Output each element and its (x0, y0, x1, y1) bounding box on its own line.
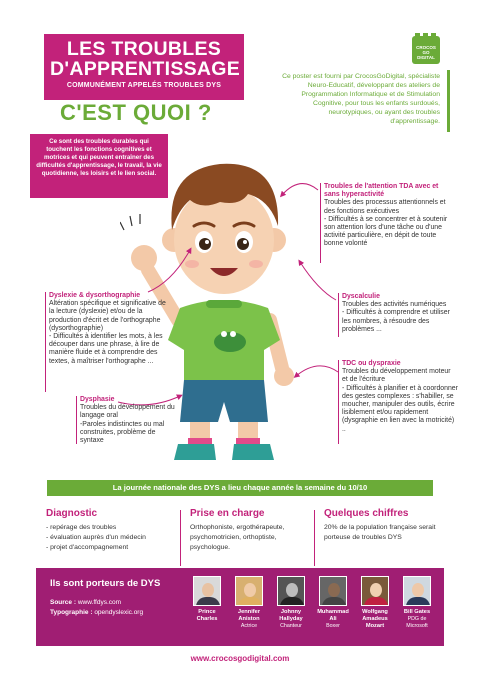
column-diagnostic (46, 508, 176, 553)
annotation-dyslexie (49, 292, 169, 366)
dyscalculie-line (338, 293, 339, 337)
annotation-dyslexie-head: Dyslexie & dysorthographie (49, 292, 141, 299)
annotation-dyscalculie-body: Troubles des activités numériques - Difficultés à comprendre et utiliser les nombres, à résoudre des problèmes ... (342, 301, 450, 333)
person-name: Bill Gates (403, 609, 431, 615)
person-prince-charles (188, 576, 226, 623)
dys-day-banner-text: La journée nationale des DYS a lieu chaque année la semaine du 10/10 (47, 480, 433, 496)
column-diagnostic-text: - repérage des troubles - évaluation auprès d'un médecin - projet d'accompagnement (46, 524, 146, 551)
column-chiffres (324, 508, 440, 543)
portrait-photo (403, 576, 431, 606)
logo-line-2: GO (422, 50, 430, 55)
portrait-photo (361, 576, 389, 606)
famous-people-band (36, 568, 444, 646)
tdah-line (320, 183, 321, 263)
dys-day-banner (0, 480, 480, 496)
column-prise-en-charge-text: Orthophoniste, ergothérapeute, psychomotricien, orthoptiste, psychologue. (190, 524, 285, 551)
annotation-tdc (342, 360, 458, 434)
famous-people-title: Ils sont porteurs de DYS (50, 578, 161, 589)
person-role: Chanteur (280, 623, 302, 629)
annotation-tdah-body: Troubles des processus attentionnels et des fonctions exécutives - Difficultés à se concentrer et à soutenir son attention lors d'une tâche ou d'une activité particulière, en dépit de toute bonne volonté (324, 199, 448, 248)
person-muhammad-ali (314, 576, 352, 630)
portrait-photo (193, 576, 221, 606)
column-prise-en-charge (190, 508, 306, 553)
person-role: Actrice (240, 623, 258, 629)
annotation-tdc-head: TDC ou dyspraxie (342, 360, 401, 367)
portrait-photo (319, 576, 347, 606)
typography-link[interactable]: opendyslexic.org (94, 609, 144, 616)
person-name: Muhammad Ali (317, 609, 349, 622)
column-chiffres-text: 20% de la population française serait porteuse de troubles DYS (324, 524, 436, 541)
person-name: Jennifer Aniston (237, 609, 261, 622)
title-line-2: D'APPRENTISSAGE (50, 58, 241, 80)
portrait-photo (277, 576, 305, 606)
annotation-tdc-body: Troubles du développement moteur et de l'écriture - Difficultés à planifier et à coordonner des gestes complexes : s'habiller, se moucher, manipuler des outils, écrire lisiblement et/ou rapidement (dysgraphie en lien avec la motricité) .. (342, 368, 458, 433)
title-line-1: LES TROUBLES (66, 38, 222, 60)
question-heading: C'EST QUOI ? (60, 100, 212, 125)
person-jennifer-aniston (230, 576, 268, 630)
logo-line-3: DIGITAL (417, 55, 435, 60)
annotation-dyscalculie-head: Dyscalculie (342, 293, 380, 300)
definition-box: Ce sont des troubles durables qui touchent les fonctions cognitives et motrices et qui peuvent entraîner des difficultés d'apprentissage, le travail, la vie quotidienne, les loisirs et le lien social. (30, 134, 168, 198)
annotation-dysphasie-head: Dysphasie (80, 396, 115, 403)
tdc-line (338, 360, 339, 444)
person-name: Johnny Hallyday (279, 609, 303, 622)
dysphasie-line (76, 396, 77, 444)
column-divider (180, 510, 181, 566)
source-label: Source : (50, 599, 77, 606)
person-name: Prince Charles (196, 609, 218, 622)
person-mozart (356, 576, 394, 630)
person-bill-gates (398, 576, 436, 630)
website-link[interactable]: www.crocosgodigital.com (190, 654, 290, 663)
annotation-dyslexie-body: Altération spécifique et significative de la lecture (dyslexie) et/ou de la production d'écrit et de l'orthographe (dysorthographie) - Difficultés à identifier les mots, à les découper dans une phrase, à lire de manière fluide et à comprendre des textes, à maîtriser l'orthographe ... (49, 300, 166, 365)
column-diagnostic-title: Diagnostic (46, 508, 98, 519)
person-role: Boxer (326, 623, 340, 629)
source-link[interactable]: www.ffdys.com (77, 599, 122, 606)
logo-line-1: CROCOS (416, 45, 436, 50)
annotation-tdah (324, 183, 450, 249)
typography-label: Typographie : (50, 609, 93, 616)
column-prise-en-charge-title: Prise en charge (190, 508, 265, 519)
column-chiffres-title: Quelques chiffres (324, 508, 409, 519)
annotation-tdah-head: Troubles de l'attention TDA avec et sans hyperactivité (324, 183, 439, 199)
annotation-dyscalculie (342, 293, 454, 334)
subtitle: COMMUNÉMENT APPELÉS TROUBLES DYS (66, 82, 222, 89)
annotation-dysphasie (80, 396, 176, 445)
annotation-dysphasie-body: Troubles du développement du langage oral -Paroles indistinctes ou mal construites, problème de syntaxe (80, 404, 175, 445)
dyslexie-line (45, 292, 46, 392)
intro-text: Ce poster est fourni par CrocosGoDigital, spécialiste Neuro-Educatif, développant des ateliers de Programmation Informatique et de Stimulation Cognitive, pour tous les enfants surdoués, neurotypiques, ou ayant des troubles d'apprentissage. (282, 73, 440, 125)
source-info (50, 598, 143, 618)
person-johnny-hallyday (272, 576, 310, 630)
column-divider (314, 510, 315, 566)
person-name: Wolfgang Amadeus Mozart (362, 609, 388, 629)
person-role: PDG de Microsoft (406, 616, 428, 629)
portrait-photo (235, 576, 263, 606)
